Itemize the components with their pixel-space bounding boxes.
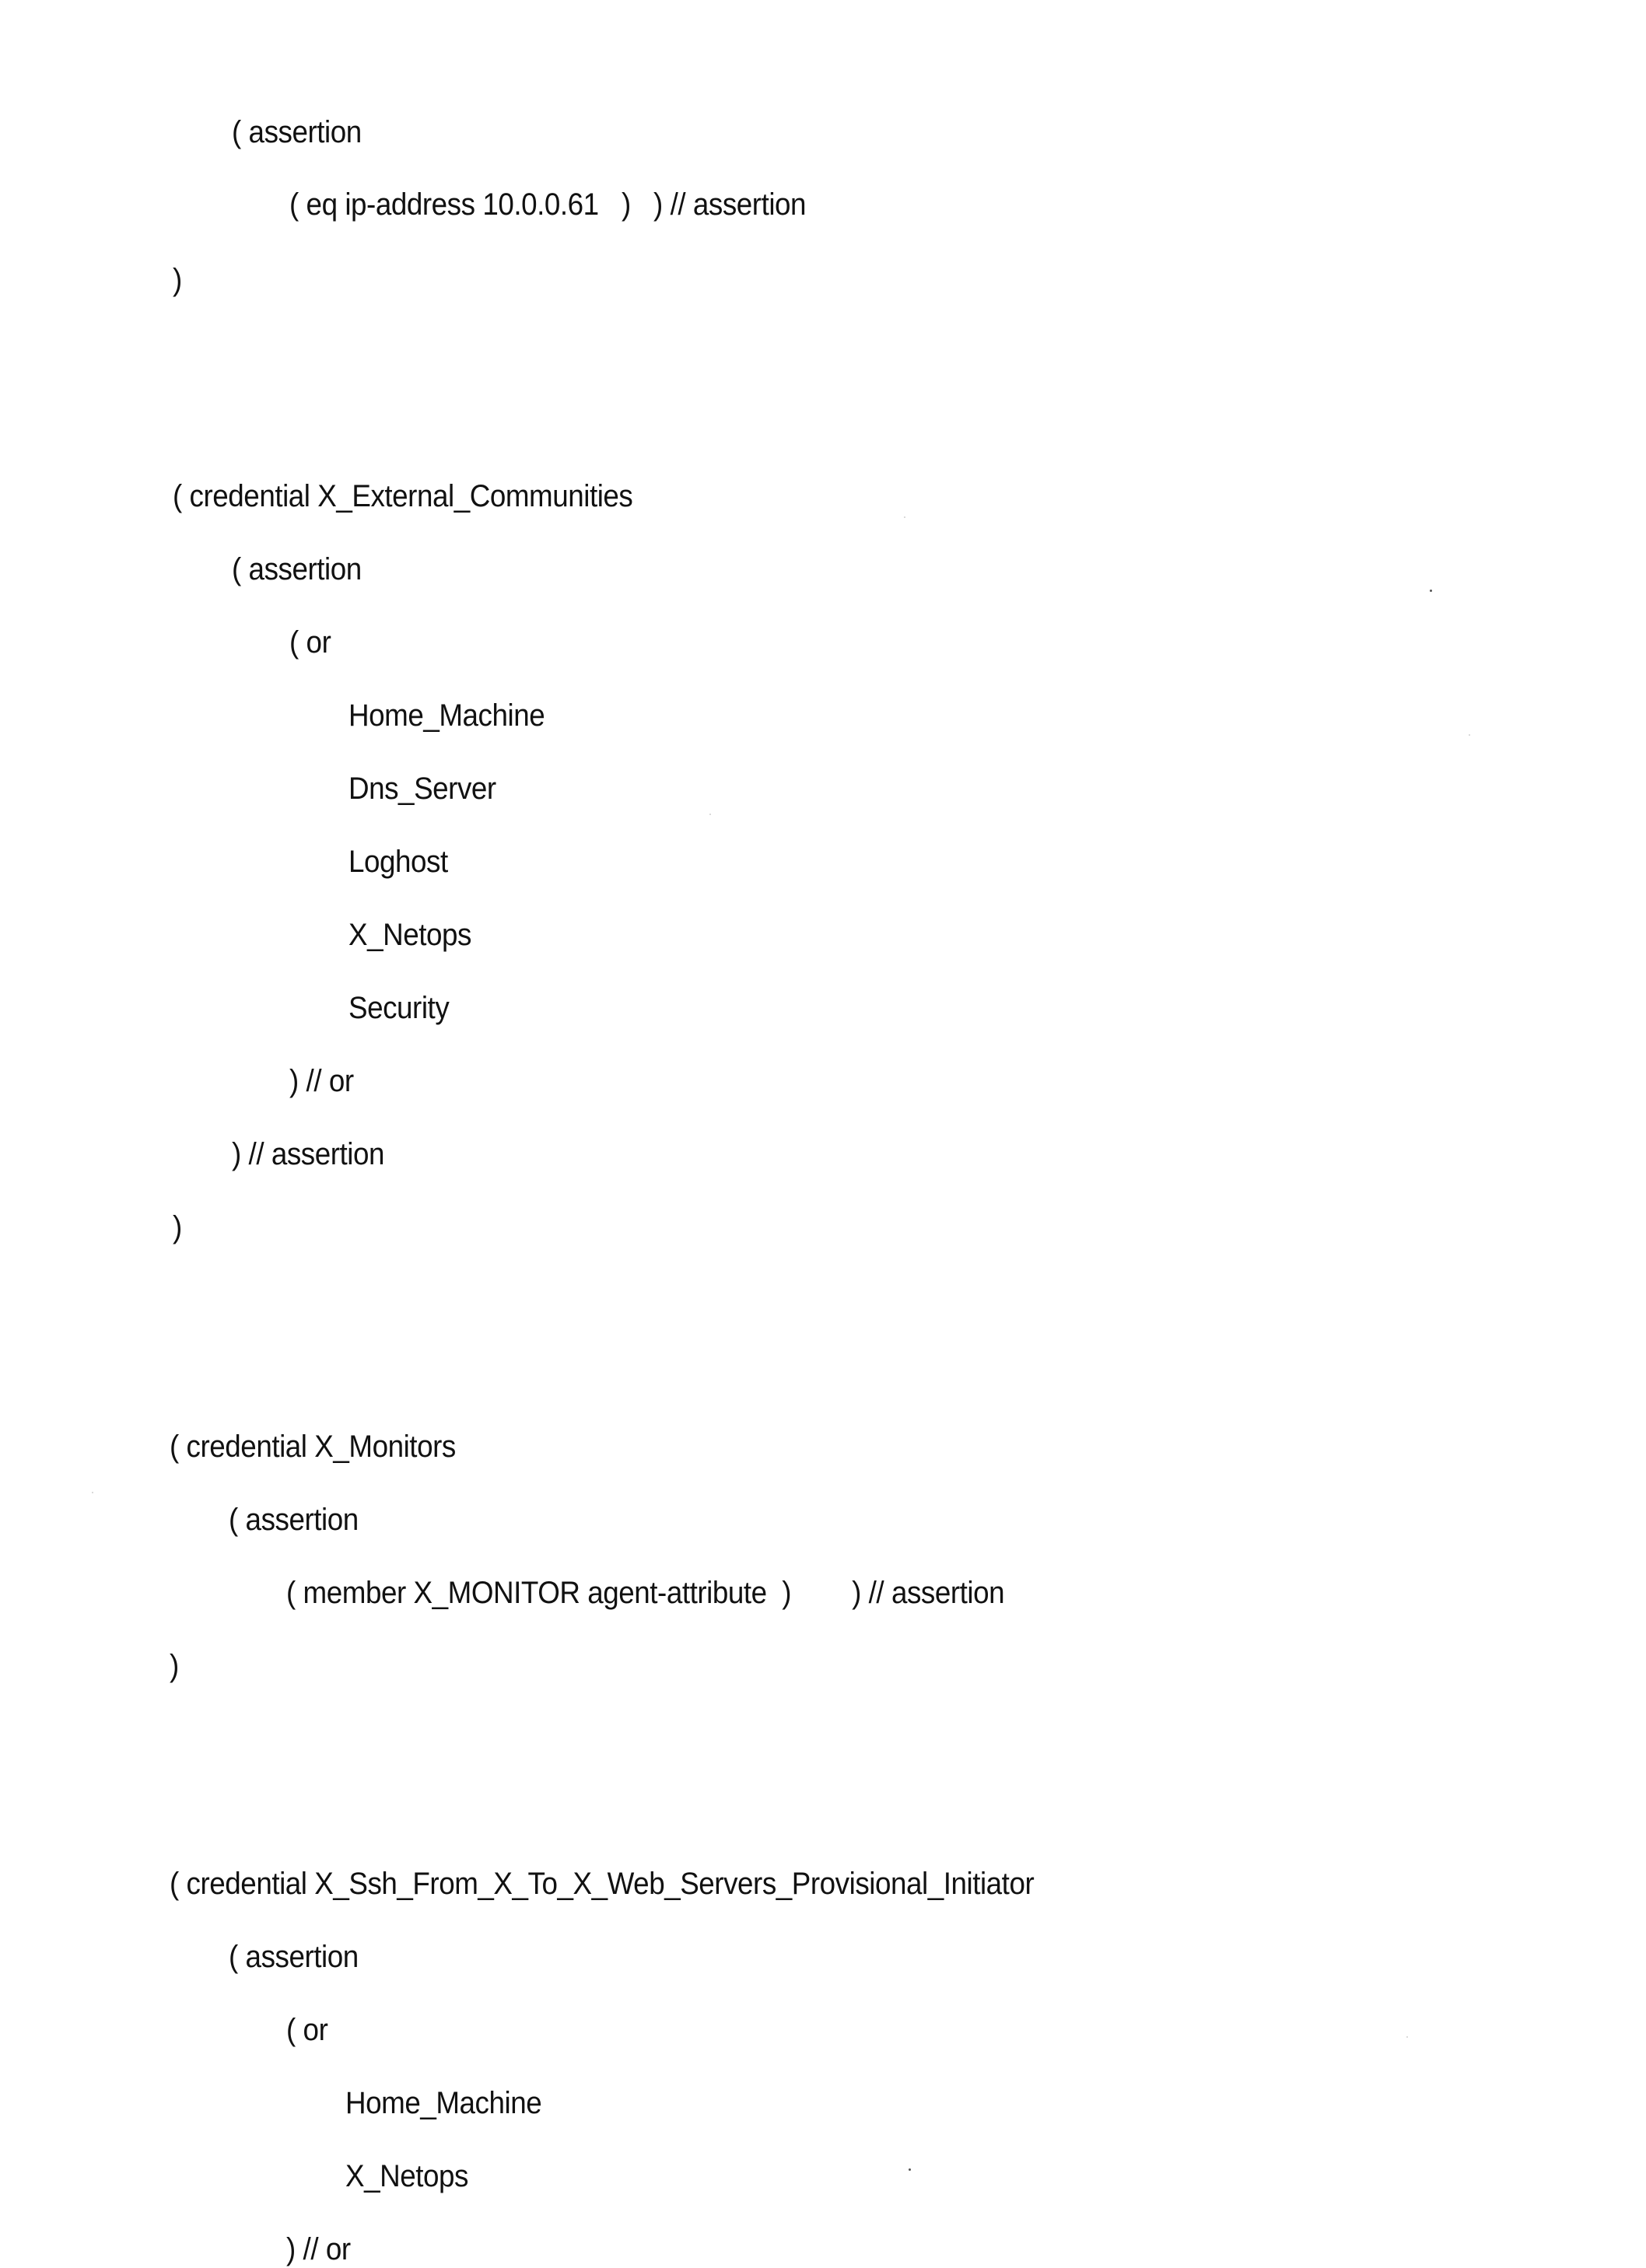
or-member-home-machine: Home_Machine — [348, 698, 545, 733]
or-open: ( or — [286, 2013, 328, 2047]
scan-speck — [909, 2168, 911, 2171]
or-member-loghost: Loghost — [348, 845, 448, 879]
scan-speck — [709, 814, 711, 815]
credential-external-communities: ( credential X_External_Communities — [173, 479, 633, 513]
scan-speck — [1406, 2036, 1408, 2038]
assertion-close: ) // assertion — [232, 1137, 385, 1171]
credential-ssh-provisional-initiator: ( credential X_Ssh_From_X_To_X_Web_Servers_Provisional_Initiator — [170, 1867, 1035, 1901]
credential-close: ) — [170, 1649, 179, 1683]
assertion-open: ( assertion — [229, 1940, 359, 1974]
member-x-monitor-expression: ( member X_MONITOR agent-attribute ) ) // assertion — [286, 1576, 1005, 1610]
credential-monitors: ( credential X_Monitors — [170, 1430, 456, 1464]
or-open: ( or — [289, 625, 331, 660]
scan-speck — [1430, 590, 1432, 592]
assertion-open: ( assertion — [229, 1503, 359, 1537]
credential-close: ) — [173, 263, 182, 297]
credential-close: ) — [173, 1210, 182, 1244]
or-member-home-machine: Home_Machine — [345, 2086, 542, 2120]
scan-speck — [904, 516, 905, 518]
or-member-x-netops: X_Netops — [345, 2159, 468, 2193]
or-member-dns-server: Dns_Server — [348, 772, 496, 806]
scan-speck — [1469, 734, 1470, 736]
or-close: ) // or — [289, 1064, 354, 1098]
eq-ip-address-expression: ( eq ip-address 10.0.0.61 ) ) // assertion — [289, 187, 807, 222]
or-member-security: Security — [348, 991, 450, 1025]
or-close: ) // or — [286, 2232, 351, 2266]
scan-speck — [92, 1492, 93, 1493]
or-member-x-netops: X_Netops — [348, 918, 471, 952]
assertion-open: ( assertion — [232, 115, 362, 149]
assertion-open: ( assertion — [232, 552, 362, 586]
